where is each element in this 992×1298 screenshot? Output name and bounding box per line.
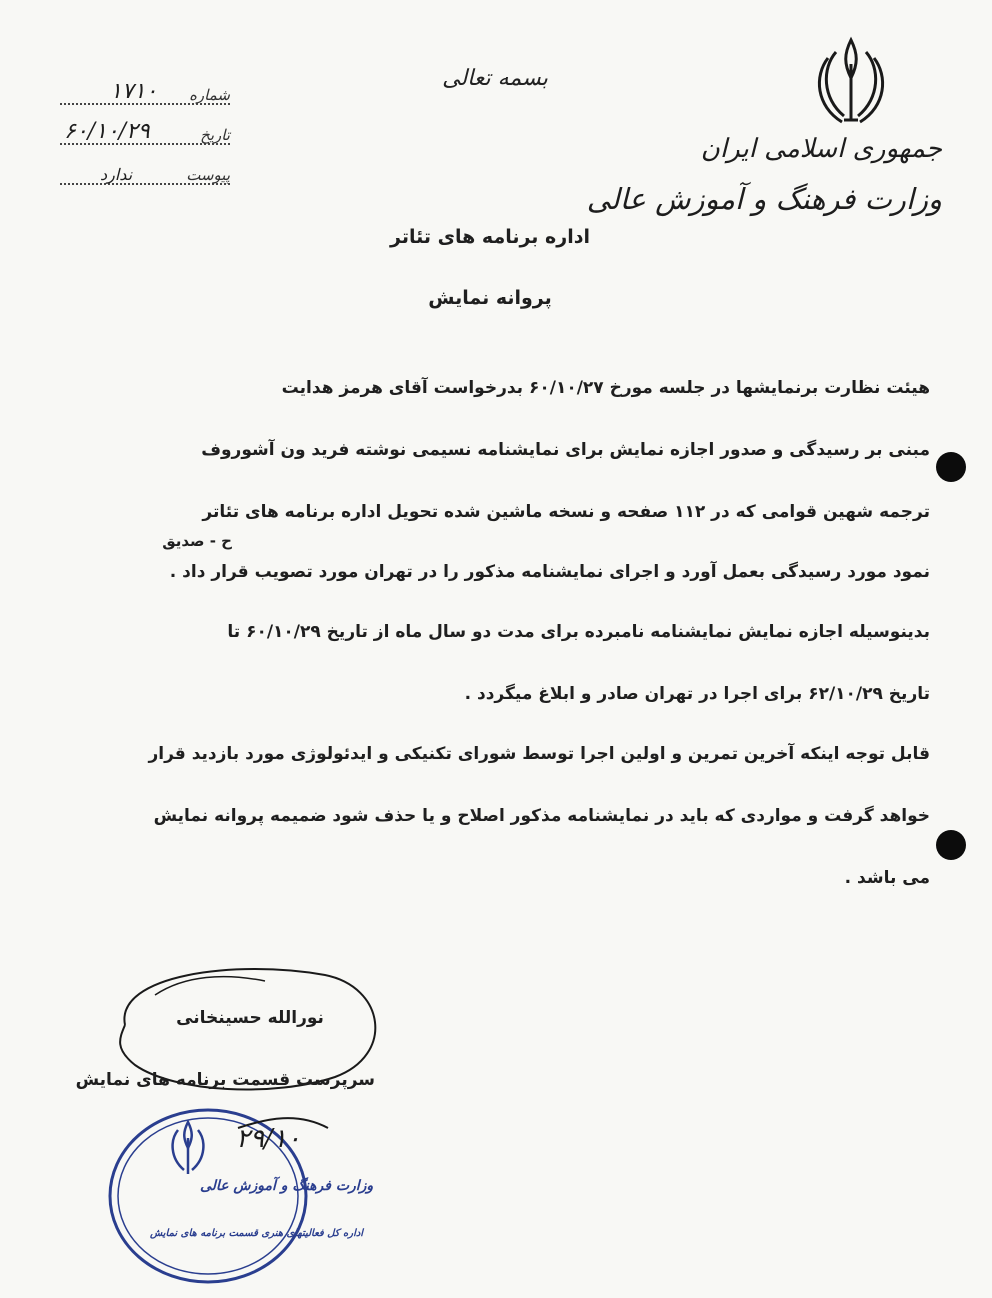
reference-number-value: ۱۷۱۰	[110, 79, 158, 104]
hole-punch-bottom	[936, 830, 966, 860]
stamp-text-line1: وزارت فرهنگ و آموزش عالی	[200, 1178, 374, 1194]
reference-attachment-value: ندارد	[100, 165, 133, 184]
reference-number-row	[60, 79, 230, 110]
ministry-header-line1: جمهوری اسلامی ایران	[700, 134, 942, 164]
signatory-title: سرپرست قسمت برنامه های نمایش	[75, 1070, 375, 1090]
body-line-5: بدینوسیله اجازه نمایش نمایشنامه نامبرده برای مدت دو سال ماه از تاریخ ۶۰/۱۰/۲۹ تا	[227, 622, 930, 642]
reference-attachment-row	[60, 164, 230, 190]
body-line-8: خواهد گرفت و مواردی که باید در نمایشنامه مذکور اصلاح و یا حذف شود ضمیمه پروانه نمایش	[153, 806, 930, 826]
iran-emblem-icon	[808, 34, 894, 130]
ministry-header-line2: وزارت فرهنگ و آموزش عالی	[586, 182, 942, 216]
reference-date-label: تاریخ	[200, 126, 230, 144]
signatory-name: نورالله حسینخانی	[176, 1008, 324, 1028]
permit-title: پروانه نمایش	[428, 287, 552, 309]
stamp-handwritten-number: ۲۹/۱۰	[236, 1124, 301, 1154]
reference-date-value: ۶۰/۱۰/۲۹	[64, 119, 150, 144]
margin-note: ح - صدیق	[162, 532, 232, 550]
body-line-9: می باشد .	[844, 868, 930, 888]
reference-date-row	[60, 119, 230, 150]
body-line-2: مبنی بر رسیدگی و صدور اجازه نمایش برای نمایشنامه نسیمی نوشته فرید ون آشوروف	[201, 440, 930, 460]
stamp-text-line2: اداره کل فعالیتهای هنری قسمت برنامه های نمایش	[150, 1228, 364, 1239]
body-line-3: ترجمه شهین قوامی که در ۱۱۲ صفحه و نسخه ماشین شده تحویل اداره برنامه های تئاتر	[202, 502, 930, 522]
body-line-1: هیئت نظارت برنمایشها در جلسه مورخ ۶۰/۱۰/۲۷ بدرخواست آقای هرمز هدایت	[281, 378, 930, 398]
body-line-4: نمود مورد رسیدگی بعمل آورد و اجرای نمایشنامه مذکور را در تهران مورد تصویب قرار داد .	[169, 562, 930, 582]
body-line-6: تاریخ ۶۲/۱۰/۲۹ برای اجرا در تهران صادر و ابلاغ میگردد .	[464, 684, 930, 704]
basmala: بسمه تعالی	[442, 66, 548, 91]
reference-block	[30, 60, 250, 200]
body-line-7: قابل توجه اینکه آخرین تمرین و اولین اجرا توسط شورای تکنیکی و ایدئولوژی مورد بازدید قرار	[148, 744, 930, 764]
reference-attachment-label: پیوست	[186, 166, 230, 184]
hole-punch-top	[936, 452, 966, 482]
reference-number-label: شماره	[189, 86, 230, 104]
department-title: اداره برنامه های تئاتر	[390, 226, 590, 248]
